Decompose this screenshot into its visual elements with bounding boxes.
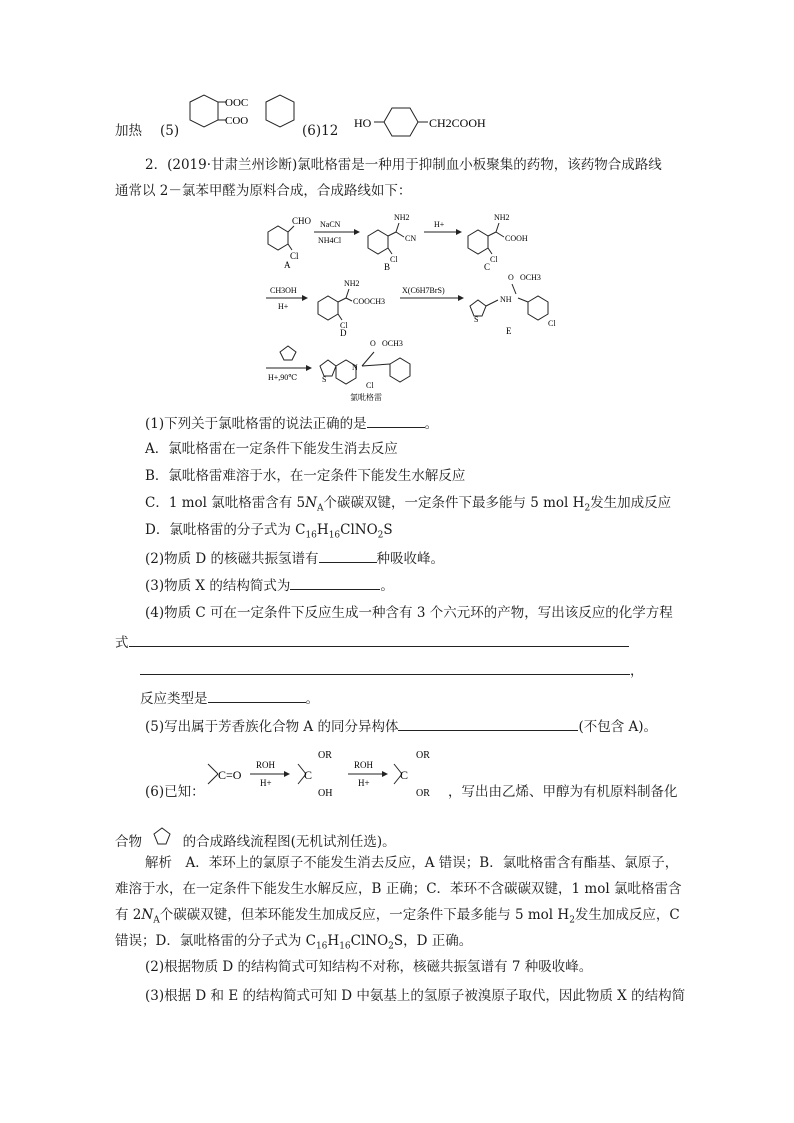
eq-arrow1-bottom: H+ bbox=[260, 778, 272, 788]
question-intro-line1: 2．(2019·甘肃兰州诊断)氯吡格雷是一种用于抑制血小板聚集的药物，该药物合成路线 bbox=[145, 157, 662, 173]
eq-arrow2-top: ROH bbox=[354, 760, 374, 770]
q5-answer-blank[interactable] bbox=[398, 716, 578, 731]
E-nh: NH bbox=[500, 295, 512, 304]
product-n: N bbox=[352, 363, 358, 372]
eq-or2: OR bbox=[416, 750, 430, 761]
q5: (5)写出属于芳香族化合物 A 的同分异构体 (不包含 A)。 bbox=[145, 716, 657, 736]
struct6-right: CH2COOH bbox=[429, 116, 486, 130]
arrow1-bottom: NH4Cl bbox=[318, 236, 342, 245]
E-cl: Cl bbox=[548, 319, 556, 328]
product-s: S bbox=[322, 375, 327, 384]
arrow1-top: NaCN bbox=[320, 220, 341, 229]
q2: (2)物质 D 的核磁共振氢谱有 种吸收峰。 bbox=[145, 548, 444, 568]
scheme-row2 bbox=[262, 272, 562, 338]
part5-label: (5) bbox=[160, 123, 180, 139]
B-cl: Cl bbox=[390, 255, 398, 264]
q3-answer-blank[interactable] bbox=[290, 575, 380, 590]
q4-line2: 式 bbox=[115, 632, 629, 652]
E-och3: OCH3 bbox=[520, 273, 541, 282]
analysis-line3: 有 $2N_A$个碳碳双键，但苯环能发生加成反应，一定条件下最多能与 5 mol $H_2$发生加成反应，C bbox=[115, 907, 680, 926]
D-nh2: NH2 bbox=[344, 279, 360, 288]
E-o: O bbox=[508, 273, 514, 282]
struct5-bottom: COO bbox=[225, 115, 249, 127]
scheme-row1 bbox=[262, 210, 552, 270]
label-A: A bbox=[284, 260, 291, 270]
q4-equation-blank-2[interactable] bbox=[140, 660, 630, 675]
label-E: E bbox=[506, 326, 512, 336]
C-cl: Cl bbox=[490, 255, 498, 264]
q4-line1: (4)物质 C 可在一定条件下反应生成一种含有 3 个六元环的产物，写出该反应的化学方程 bbox=[145, 605, 673, 621]
heat-label: 加热 bbox=[115, 123, 142, 139]
q4-equation-blank-1[interactable] bbox=[129, 632, 629, 647]
product-name: 氯吡格雷 bbox=[350, 393, 382, 402]
option-d: D．氯吡格雷的分子式为 $C_{16}H_{16}ClNO_2S$ bbox=[145, 522, 393, 541]
acetal-formation-equation bbox=[200, 740, 450, 810]
B-nh2: NH2 bbox=[394, 213, 410, 222]
eq-oh: OH bbox=[318, 788, 333, 799]
label-D: D bbox=[340, 328, 347, 338]
question-intro-line2: 通常以 2－氯苯甲醛为原料合成，合成路线如下： bbox=[115, 183, 412, 199]
q6-known: (6)已知： bbox=[145, 784, 205, 800]
hydroxyphenylacetic-acid-structure bbox=[352, 102, 502, 142]
dioxolane-structure bbox=[146, 826, 178, 852]
A-cl: Cl bbox=[290, 251, 299, 261]
q1-answer-blank[interactable] bbox=[367, 413, 425, 428]
C-cooh: COOH bbox=[505, 234, 528, 243]
product-o: O bbox=[370, 339, 376, 348]
arrow3-top: CH3OH bbox=[270, 286, 297, 295]
label-C: C bbox=[484, 262, 491, 270]
D-cl: Cl bbox=[340, 321, 348, 330]
q4-type-blank[interactable] bbox=[208, 688, 306, 703]
option-c: C．1 mol 氯吡格雷含有 $5N_A$个碳碳双键，一定条件下最多能与 5 mol $H_2$发生加成反应 bbox=[145, 495, 672, 514]
arrow4-top: X(C6H7BrS) bbox=[402, 286, 445, 295]
E-s: S bbox=[474, 315, 479, 324]
struct6-left: HO bbox=[354, 116, 372, 130]
C-nh2: NH2 bbox=[494, 213, 510, 222]
q3: (3)物质 X 的结构简式为 。 bbox=[145, 575, 394, 595]
q6-line2: 合物 的合成路线流程图(无机试剂任选)。 bbox=[115, 826, 396, 852]
A-cho: CHO bbox=[292, 216, 312, 226]
eq-c-eq-o: C=O bbox=[218, 768, 242, 782]
arrow3-bottom: H+ bbox=[278, 302, 289, 311]
q2-answer-blank[interactable] bbox=[319, 548, 377, 563]
D-cooch3: COOCH3 bbox=[353, 297, 386, 306]
q6-rest: ，写出由乙烯、甲醇为有机原料制备化 bbox=[448, 784, 678, 800]
arrow2-top: H+ bbox=[434, 220, 445, 229]
label-B: B bbox=[384, 262, 391, 270]
arrow5-bottom: H+,90℃ bbox=[268, 373, 298, 382]
part6-label: (6)12 bbox=[302, 123, 339, 139]
eq-or1: OR bbox=[318, 750, 332, 761]
eq-c1: C bbox=[304, 768, 313, 782]
analysis-line5: (2)根据物质 D 的结构简式可知结构不对称，核磁共振氢谱有 7 种吸收峰。 bbox=[145, 959, 593, 975]
scheme-row3 bbox=[262, 338, 432, 404]
q4-type: 反应类型是 。 bbox=[140, 688, 319, 708]
analysis-line6: (3)根据 D 和 E 的结构简式可知 D 中氨基上的氢原子被溴原子取代，因此物质 X 的结构简 bbox=[145, 988, 686, 1004]
q4-line3: ， bbox=[140, 660, 644, 680]
option-b: B．氯吡格雷难溶于水，在一定条件下能发生水解反应 bbox=[145, 468, 466, 484]
B-cn: CN bbox=[405, 234, 417, 243]
analysis-line4: 错误；D．氯吡格雷的分子式为 $C_{16}H_{16}ClNO_2S$，D 正确。 bbox=[115, 933, 473, 952]
product-och3: OCH3 bbox=[382, 339, 403, 348]
eq-or3: OR bbox=[416, 788, 430, 799]
struct5-top: OOC bbox=[225, 97, 249, 109]
product-cl: Cl bbox=[366, 381, 374, 390]
cyclic-diester-structure bbox=[180, 94, 300, 138]
eq-c2: C bbox=[400, 768, 409, 782]
eq-arrow1-top: ROH bbox=[256, 760, 276, 770]
eq-arrow2-bottom: H+ bbox=[358, 778, 370, 788]
analysis-line1: 解析 A．苯环上的氯原子不能发生消去反应，A 错误；B．氯吡格雷含有酯基、氯原子， bbox=[145, 855, 679, 871]
analysis-line2: 难溶于水，在一定条件下能发生水解反应，B 正确；C．苯环不含碳碳双键，1 mol 氯吡格雷含 bbox=[115, 881, 682, 897]
option-a: A．氯吡格雷在一定条件下能发生消去反应 bbox=[145, 441, 398, 457]
q1: (1)下列关于氯吡格雷的说法正确的是 。 bbox=[145, 413, 438, 433]
